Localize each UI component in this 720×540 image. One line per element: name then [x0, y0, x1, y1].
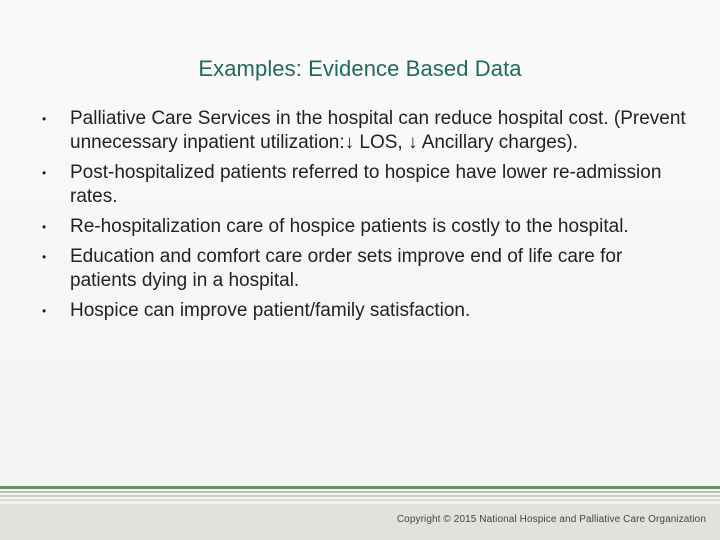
bullet-marker: •: [42, 166, 47, 180]
footer-stripes: [0, 486, 720, 504]
bullet-item: [42, 245, 692, 293]
bullet-item: [42, 161, 692, 209]
bullet-marker: •: [42, 112, 47, 126]
bullet-text: Post-hospitalized patients referred to hospice have lower re-admission rates.: [70, 162, 662, 207]
bullet-text: Re-hospitalization care of hospice patients is costly to the hospital.: [70, 216, 629, 237]
bullet-marker: •: [42, 304, 47, 318]
footer-stripe-light: [0, 499, 720, 501]
bullet-marker: •: [42, 250, 47, 264]
bullet-item: [42, 107, 692, 155]
bullet-item: [42, 215, 692, 239]
bullet-text: Education and comfort care order sets improve end of life care for patients dying in a hospital.: [70, 246, 623, 291]
footer-stripe-light: [0, 491, 720, 493]
copyright-notice: Copyright © 2015 National Hospice and Palliative Care Organization: [396, 514, 706, 525]
footer-stripe-light: [0, 495, 720, 497]
slide-title: Examples: Evidence Based Data: [198, 56, 522, 81]
bullet-text: Hospice can improve patient/family satisfaction.: [70, 300, 471, 321]
bullet-list: [42, 107, 692, 329]
bullet-marker: •: [42, 220, 47, 234]
footer-stripe-dark: [0, 486, 720, 489]
bullet-item: [42, 299, 692, 323]
bullet-text: Palliative Care Services in the hospital can reduce hospital cost. (Prevent unnecessary inpatient utilization:↓ LOS, ↓ Ancillary charges).: [70, 108, 686, 153]
